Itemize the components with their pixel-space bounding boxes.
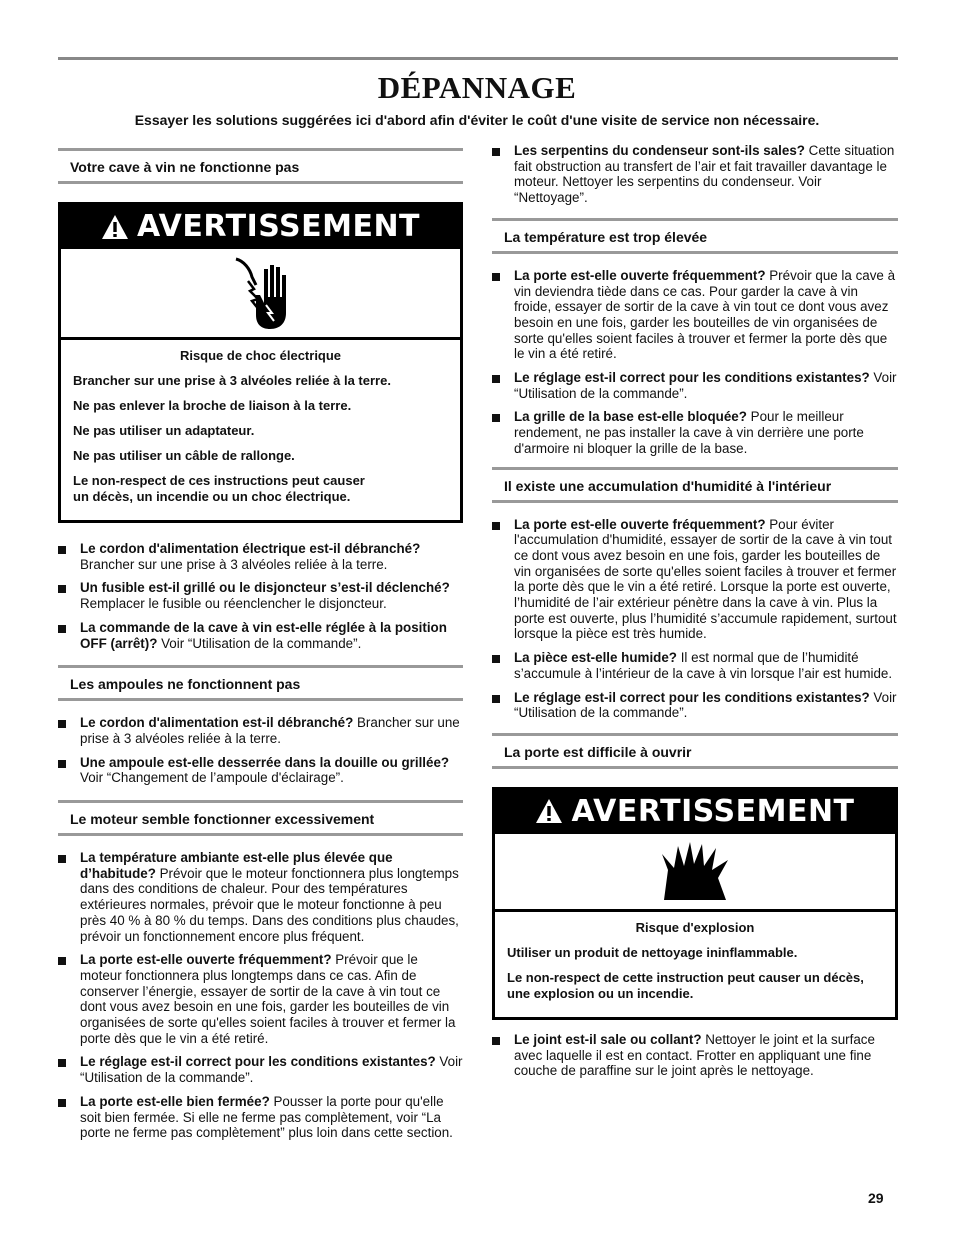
section-heading-temperature: La température est trop élevée xyxy=(492,218,898,254)
item-list xyxy=(492,143,898,206)
warning-body xyxy=(495,909,895,1017)
list-item: Le réglage est-il correct pour les conditions existantes? Voir “Utilisation de la commande”. xyxy=(492,690,898,721)
section-heading-bulbs: Les ampoules ne fonctionnent pas xyxy=(58,665,463,701)
warning-box-explosion xyxy=(492,787,898,1020)
section-heading-not-working: Votre cave à vin ne fonctionne pas xyxy=(58,148,463,184)
item-list xyxy=(58,715,463,786)
warning-line: Le non-respect de cette instruction peut causer un décès, une explosion ou un incendie. xyxy=(507,969,864,1001)
list-item: La porte est-elle ouverte fréquemment? Prévoir que le moteur fonctionnera plus longtemps dans ce cas. Afin de conserver l’énergie, essayer de sortir de la cave à vin tout ce dont vous avez besoin en une fois, garder les bouteilles de vin organisées de sorte qu'elles soient faciles à trouver et fermer la porte dès que le vin a été retiré. xyxy=(58,952,463,1046)
list-item: La commande de la cave à vin est-elle réglée à la position OFF (arrêt)? Voir “Utilisation de la commande”. xyxy=(58,620,463,651)
list-item: La porte est-elle bien fermée? Pousser la porte pour qu'elle soit bien fermée. Si elle ne ferme pas complètement, voir “La porte ne ferme pas complètement” plus loin dans cette section. xyxy=(58,1094,463,1141)
section-heading-motor: Le moteur semble fonctionner excessivement xyxy=(58,800,463,836)
item-list xyxy=(492,517,898,721)
explosion-icon xyxy=(660,840,730,902)
warning-line: Le non-respect de ces instructions peut causer un décès, un incendie ou un choc électrique. xyxy=(73,473,365,504)
warning-line: Ne pas enlever la broche de liaison à la terre. xyxy=(73,398,352,413)
item-list xyxy=(58,541,463,651)
warning-line: Brancher sur une prise à 3 alvéoles reliée à la terre. xyxy=(73,373,391,388)
list-item: Les serpentins du condenseur sont-ils sales? Cette situation fait obstruction au transfert de l’air et fait travailler davantage le moteur. Nettoyer les serpentins du condenseur. Voir “Nettoyage”. xyxy=(492,143,898,206)
item-list xyxy=(58,850,463,1141)
list-item: Le réglage est-il correct pour les conditions existantes? Voir “Utilisation de la commande”. xyxy=(492,370,898,401)
section-heading-door: La porte est difficile à ouvrir xyxy=(492,733,898,769)
electric-shock-hand-icon xyxy=(226,255,296,331)
item-list xyxy=(492,268,898,457)
warning-triangle-icon xyxy=(101,214,129,240)
warning-risk: Risque d'explosion xyxy=(635,919,755,935)
page-number: 29 xyxy=(868,1190,884,1206)
item-list xyxy=(492,1032,898,1079)
warning-line: Utiliser un produit de nettoyage ininflammable. xyxy=(507,944,798,960)
top-rule xyxy=(58,57,898,60)
list-item: Une ampoule est-elle desserrée dans la douille ou grillée? Voir “Changement de l’ampoule d'éclairage”. xyxy=(58,755,463,786)
warning-icon-area xyxy=(495,832,895,909)
warning-line: Ne pas utiliser un adaptateur. xyxy=(73,423,255,438)
left-column xyxy=(58,143,463,1149)
list-item: La pièce est-elle humide? Il est normal que de l’humidité s’accumule à l’intérieur de la cave à vin lorsque l’air est humide. xyxy=(492,650,898,681)
warning-body xyxy=(61,337,460,520)
list-item: Le réglage est-il correct pour les conditions existantes? Voir “Utilisation de la commande”. xyxy=(58,1054,463,1085)
list-item: La température ambiante est-elle plus élevée que d’habitude? Prévoir que le moteur fonctionnera plus longtemps dans des conditions de chaleur. Pour des températures extérieures normales, prévoir que le moteur fonctionne à peu près 40 % à 80 % du temps. Dans des conditions plus chaudes, prévoir un fonctionnement encore plus fréquent. xyxy=(58,850,463,944)
list-item: La porte est-elle ouverte fréquemment? Prévoir que la cave à vin deviendra tiède dans ce cas. Pour garder la cave à vin froide, essayer de sortir de la cave à vin tout ce dont vous avez besoin en une fois, garder les bouteilles de vin organisées de sorte qu'elles soient faciles à trouver et fermer la porte dès que le vin a été retiré. xyxy=(492,268,898,362)
right-column xyxy=(492,143,898,1087)
warning-box-shock xyxy=(58,202,463,523)
list-item: La porte est-elle ouverte fréquemment? Pour éviter l'accumulation d'humidité, essayer de sortir de la cave à vin tout ce dont vous avez besoin en une fois, garder les bouteilles de vin organisées de sorte qu'elles soient faciles à trouver et fermer la porte dès que le vin a été retiré. Lorsque la porte est ouverte, l’humidité de l’air extérieur pénètre dans la cave à vin. Plus la porte est ouverte, plus l’humidité s’accumule rapidement, surtout lorsque la pièce est très humide. xyxy=(492,517,898,643)
list-item: Un fusible est-il grillé ou le disjoncteur s’est-il déclenché? Remplacer le fusible ou réenclencher le disjoncteur. xyxy=(58,580,463,611)
warning-header: AVERTISSEMENT xyxy=(495,790,895,832)
warning-line: Ne pas utiliser un câble de rallonge. xyxy=(73,448,295,463)
warning-header: AVERTISSEMENT xyxy=(61,205,460,247)
warning-triangle-icon xyxy=(535,798,563,824)
page-title: DÉPANNAGE xyxy=(377,70,577,105)
intro-text: Essayer les solutions suggérées ici d'abord afin d'éviter le coût d'une visite de service non nécessaire. xyxy=(134,112,820,128)
list-item: La grille de la base est-elle bloquée? Pour le meilleur rendement, ne pas installer la cave à vin derrière une porte d'armoire ni bloquer la grille de la base. xyxy=(492,409,898,456)
section-heading-humidity: Il existe une accumulation d'humidité à l'intérieur xyxy=(492,467,898,503)
list-item: Le joint est-il sale ou collant? Nettoyer le joint et la surface avec laquelle il est en contact. Frotter en appliquant une fine couche de paraffine sur le joint après le nettoyage. xyxy=(492,1032,898,1079)
warning-icon-area xyxy=(61,247,460,337)
list-item: Le cordon d'alimentation électrique est-il débranché? Brancher sur une prise à 3 alvéoles reliée à la terre. xyxy=(58,541,463,572)
warning-risk: Risque de choc électrique xyxy=(179,348,342,363)
list-item: Le cordon d'alimentation est-il débranché? Brancher sur une prise à 3 alvéoles reliée à la terre. xyxy=(58,715,463,746)
